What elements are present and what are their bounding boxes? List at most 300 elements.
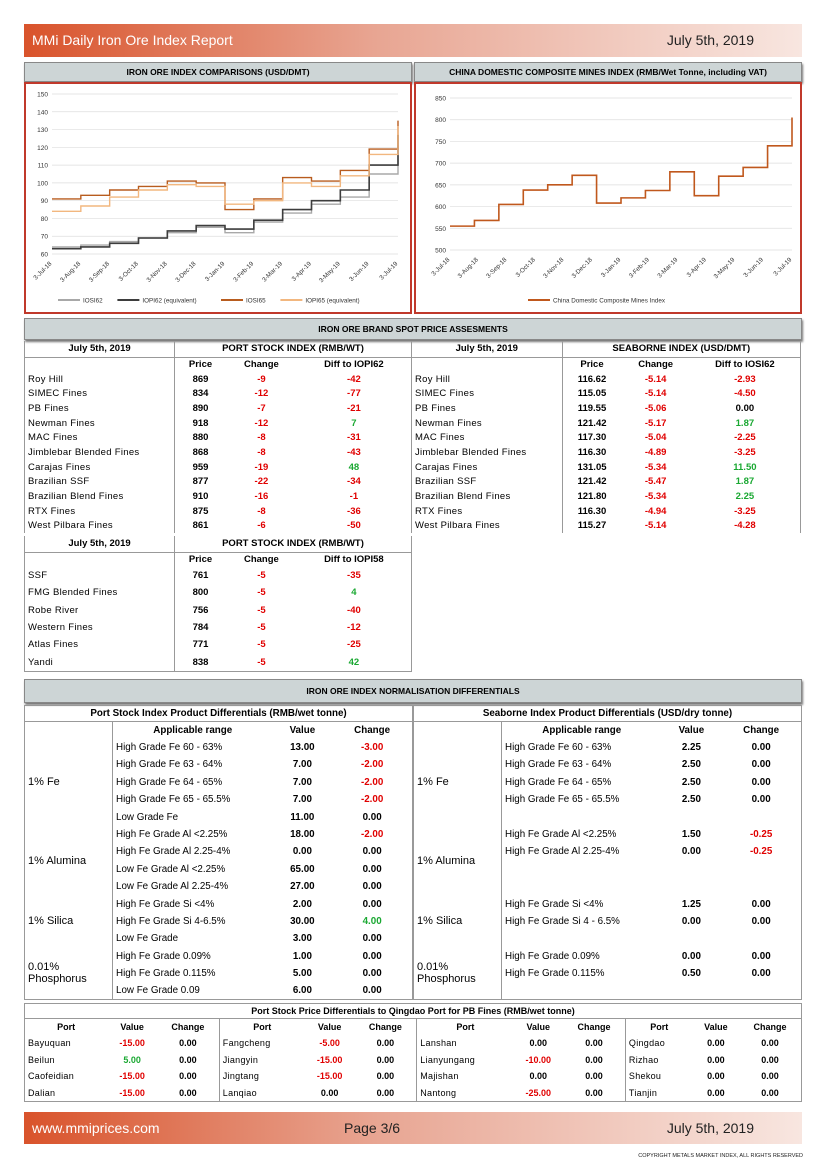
brand-name: Carajas Fines — [412, 460, 562, 475]
brand-name: RTX Fines — [25, 504, 175, 519]
norm-section-title: IRON ORE INDEX NORMALISATION DIFFERENTIALS — [24, 679, 802, 703]
value-cell: -10.00 — [525, 1054, 552, 1065]
chart1-title: IRON ORE INDEX COMPARISONS (USD/DMT) — [24, 62, 412, 82]
x-tick-label: 3-Mar-19 — [261, 260, 285, 284]
price-cell: 834 — [192, 388, 209, 400]
brand-name: West Pilbara Fines — [25, 519, 175, 534]
value-cell: 0.00 — [529, 1071, 548, 1082]
change-cell: 0.00 — [751, 776, 771, 788]
y-tick-label: 120 — [37, 144, 48, 152]
change-cell: -16 — [254, 491, 269, 503]
diff-cell: -25 — [347, 639, 361, 651]
x-tick-label: 3-Jun-19 — [348, 260, 371, 283]
norm-row — [414, 739, 802, 756]
group-label: 1% Alumina — [25, 826, 113, 896]
seaborne-differentials-table — [413, 705, 802, 1000]
y-tick-label: 750 — [435, 138, 446, 146]
table-row — [412, 401, 801, 416]
value-cell: 7.00 — [292, 776, 312, 788]
change-cell: 0.00 — [751, 759, 771, 771]
footer-site-link[interactable]: www.mmiprices.com — [32, 1120, 160, 1136]
x-tick-label: 3-Mar-19 — [656, 256, 680, 280]
page-number: Page 3/6 — [344, 1120, 401, 1136]
change-cell: 4.00 — [362, 915, 382, 927]
value-cell: 30.00 — [290, 915, 315, 927]
column-header: Value — [678, 724, 705, 736]
change-cell: 0.00 — [362, 950, 382, 962]
copyright: COPYRIGHT METALS MARKET INDEX, ALL RIGHTS RESERVED — [638, 1153, 803, 1159]
table-date: July 5th, 2019 — [25, 341, 175, 357]
applicable-range: High Grade Fe 64 - 65% — [505, 776, 612, 788]
change-cell: -5 — [257, 587, 266, 599]
diff-cell: 48 — [348, 461, 360, 473]
value-cell: 11.00 — [290, 811, 315, 823]
group-label: 1% Silica — [414, 895, 502, 947]
applicable-range: High Grade Fe 65 - 65.5% — [505, 794, 620, 806]
brand-name: West Pilbara Fines — [412, 519, 562, 534]
value-cell — [662, 878, 722, 895]
brand-name: Atlas Fines — [25, 636, 175, 653]
diff-cell: -77 — [347, 388, 361, 400]
brand-name: Jimblebar Blended Fines — [412, 445, 562, 460]
value-cell: 18.00 — [290, 829, 315, 841]
diff-cell: -1 — [349, 491, 359, 503]
value-cell: 0.00 — [529, 1038, 548, 1049]
price-cell: 121.42 — [577, 417, 607, 429]
applicable-range: High Fe Grade 0.115% — [505, 968, 605, 980]
applicable-range: High Fe Grade Al 2.25-4% — [116, 846, 231, 858]
chart2-svg — [416, 84, 800, 312]
diff-cell: 1.87 — [735, 417, 755, 429]
change-cell: 0.00 — [751, 968, 771, 980]
applicable-range — [502, 982, 662, 999]
table-title: SEABORNE INDEX (USD/DMT) — [562, 341, 801, 357]
change-cell: 0.00 — [354, 1068, 416, 1085]
column-header: Change — [243, 359, 279, 371]
change-cell — [721, 982, 801, 999]
brand-name: Western Fines — [25, 619, 175, 636]
column-header: Value — [526, 1022, 551, 1032]
change-cell: -5.14 — [644, 373, 667, 385]
port-name: Bayuquan — [28, 1038, 71, 1049]
change-cell: 0.00 — [751, 794, 771, 806]
x-tick-label: 3-Oct-18 — [117, 260, 140, 283]
value-cell: 1.50 — [681, 829, 701, 841]
change-cell: 0.00 — [157, 1035, 219, 1052]
series-line-3 — [52, 126, 398, 211]
column-header: Value — [120, 1022, 144, 1032]
legend-label: IOSI62 — [83, 297, 103, 305]
y-tick-label: 550 — [435, 225, 446, 233]
brand-name: SIMEC Fines — [412, 386, 562, 401]
value-cell — [662, 808, 722, 825]
change-cell: -5.14 — [644, 520, 667, 532]
change-cell: -0.25 — [749, 829, 773, 841]
diff-cell: 2.25 — [735, 491, 755, 503]
table-header-row — [25, 536, 412, 552]
table-date: July 5th, 2019 — [412, 341, 562, 357]
y-tick-label: 650 — [435, 182, 446, 190]
price-cell: 115.27 — [577, 520, 607, 532]
change-cell: -12 — [254, 388, 269, 400]
port-row — [25, 1035, 802, 1052]
change-cell: 0.00 — [751, 742, 771, 754]
brand-name: Jimblebar Blended Fines — [25, 445, 175, 460]
price-cell: 800 — [192, 587, 209, 599]
change-cell: -3.00 — [360, 742, 384, 754]
table-row — [25, 475, 412, 490]
column-header: Port — [456, 1022, 475, 1032]
change-cell: 0.00 — [761, 1038, 779, 1049]
price-cell: 756 — [192, 604, 209, 616]
x-tick-label: 3-Nov-18 — [145, 260, 169, 284]
y-tick-label: 100 — [37, 180, 48, 188]
china-composite-chart — [414, 82, 802, 314]
x-tick-label: 3-Nov-18 — [542, 256, 566, 280]
iron-ore-comparison-chart — [24, 82, 412, 314]
price-cell: 880 — [192, 432, 209, 444]
port-differentials-table — [24, 705, 413, 1000]
applicable-range: High Grade Fe 63 - 64% — [505, 759, 612, 771]
brand-name: SSF — [25, 567, 175, 584]
change-cell: 0.00 — [751, 915, 771, 927]
table-row — [25, 386, 412, 401]
applicable-range: High Fe Grade 0.09% — [505, 950, 600, 962]
table-row — [25, 601, 412, 618]
norm-table-title: Port Stock Index Product Differentials (RMB/wet tonne) — [25, 706, 413, 722]
change-cell: 0.00 — [563, 1068, 625, 1085]
value-cell: -25.00 — [525, 1087, 552, 1098]
change-cell: 0.00 — [751, 950, 771, 962]
legend-label: IOPI65 (equivalent) — [305, 297, 360, 305]
y-tick-label: 90 — [40, 198, 48, 206]
diff-cell: 1.87 — [735, 476, 755, 488]
brand-section-title: IRON ORE BRAND SPOT PRICE ASSESMENTS — [24, 318, 802, 340]
x-tick-label: 3-Jul-18 — [32, 260, 54, 282]
port-name: Lianyungang — [420, 1054, 476, 1065]
change-cell: 0.00 — [157, 1052, 219, 1069]
y-tick-label: 850 — [435, 95, 446, 103]
applicable-range: High Fe Grade 0.115% — [116, 968, 216, 980]
norm-row — [25, 826, 413, 843]
column-header: Change — [354, 1019, 416, 1036]
table-row — [412, 430, 801, 445]
change-cell: -4.89 — [644, 446, 667, 458]
diff-cell: 7 — [351, 417, 357, 429]
brand-name: Newman Fines — [412, 416, 562, 431]
x-tick-label: 3-May-19 — [317, 260, 342, 285]
table-row — [412, 489, 801, 504]
brand-name: MAC Fines — [25, 430, 175, 445]
column-header-row — [412, 357, 801, 372]
brand-name: Yandi — [25, 654, 175, 671]
diff-cell: -4.50 — [734, 388, 756, 400]
port-name: Nantong — [420, 1087, 457, 1098]
value-cell: 0.00 — [681, 915, 701, 927]
table-title: PORT STOCK INDEX (RMB/WT) — [175, 341, 412, 357]
port-name: Dalian — [28, 1087, 56, 1098]
x-tick-label: 3-Jul-19 — [378, 260, 400, 282]
change-cell: -5 — [257, 622, 266, 634]
column-header: Price — [188, 359, 213, 371]
change-cell: -0.25 — [749, 846, 773, 858]
change-cell — [721, 930, 801, 947]
table-row — [25, 430, 412, 445]
price-cell: 910 — [192, 491, 209, 503]
column-header: Diff to IOPI62 — [324, 359, 384, 371]
brand-name: PB Fines — [412, 401, 562, 416]
change-cell: 0.00 — [354, 1035, 416, 1052]
x-tick-label: 3-Jan-19 — [203, 260, 227, 283]
change-cell: 0.00 — [563, 1052, 625, 1069]
y-tick-label: 150 — [37, 91, 48, 99]
port-name: Fangcheng — [222, 1038, 271, 1049]
price-cell: 838 — [192, 656, 209, 668]
x-tick-label: 3-Feb-19 — [232, 260, 256, 284]
diff-cell: 11.50 — [733, 461, 757, 473]
value-cell: 27.00 — [290, 881, 315, 893]
change-cell: -2.00 — [360, 776, 384, 788]
table-row — [25, 636, 412, 653]
value-cell: 7.00 — [292, 794, 312, 806]
applicable-range: High Fe Grade Si 4-6.5% — [116, 915, 226, 927]
qingdao-differentials-table — [24, 1003, 802, 1102]
group-label: 1% Alumina — [414, 826, 502, 896]
y-tick-label: 500 — [435, 247, 446, 255]
change-cell: -7 — [257, 402, 266, 414]
port-row — [25, 1085, 802, 1102]
value-cell: 0.00 — [707, 1071, 725, 1082]
column-header: Change — [743, 724, 780, 736]
change-cell: -8 — [257, 432, 266, 444]
applicable-range: High Fe Grade Al <2.25% — [116, 829, 228, 841]
x-tick-label: 3-Jan-19 — [599, 256, 623, 279]
applicable-range: Low Fe Grade — [116, 933, 179, 945]
change-cell: -5 — [257, 569, 266, 581]
price-cell: 861 — [192, 520, 209, 532]
table-row — [412, 519, 801, 534]
change-cell: -8 — [257, 505, 266, 517]
port-stock-58-table — [24, 536, 412, 672]
value-cell: -15.00 — [119, 1087, 145, 1098]
value-cell: 7.00 — [292, 759, 312, 771]
price-cell: 116.62 — [577, 373, 607, 385]
chart2-title: CHINA DOMESTIC COMPOSITE MINES INDEX (RMB/Wet Tonne, including VAT) — [414, 62, 802, 82]
norm-row — [25, 739, 413, 756]
column-header: Change — [753, 1022, 787, 1032]
price-cell: 875 — [192, 505, 209, 517]
applicable-range — [502, 861, 662, 878]
change-cell: -2.00 — [360, 759, 384, 771]
brand-name: Brazilian Blend Fines — [25, 489, 175, 504]
diff-cell: -34 — [347, 476, 361, 488]
brand-name: FMG Blended Fines — [25, 584, 175, 601]
series-line-0 — [450, 118, 792, 227]
applicable-range: High Fe Grade Si <4% — [505, 898, 604, 910]
diff-cell: -3.25 — [734, 505, 756, 517]
change-cell: -5.04 — [644, 432, 667, 444]
group-label: 1% Fe — [414, 739, 502, 826]
table-header-row — [412, 341, 801, 357]
port-name: Qingdao — [628, 1038, 666, 1049]
change-cell: -6 — [257, 520, 266, 532]
change-cell: 0.00 — [354, 1085, 416, 1102]
y-tick-label: 60 — [40, 251, 48, 259]
change-cell — [721, 808, 801, 825]
value-cell: 6.00 — [292, 985, 312, 997]
value-cell — [662, 861, 722, 878]
column-header: Port — [253, 1022, 272, 1032]
price-cell: 121.80 — [577, 491, 607, 503]
diff-cell: -12 — [347, 622, 361, 634]
column-header: Value — [289, 724, 316, 736]
value-cell: 0.00 — [707, 1054, 725, 1065]
applicable-range — [502, 808, 662, 825]
price-cell: 119.55 — [577, 402, 607, 414]
applicable-range: High Fe Grade Al <2.25% — [505, 829, 617, 841]
brand-name: Roy Hill — [25, 372, 175, 387]
value-cell: 2.25 — [681, 742, 701, 754]
column-header: Value — [317, 1022, 342, 1032]
column-header: Change — [354, 724, 391, 736]
x-tick-label: 3-Dec-18 — [174, 260, 198, 284]
change-cell — [721, 861, 801, 878]
table-row — [25, 619, 412, 636]
table-row — [25, 584, 412, 601]
column-header: Applicable range — [542, 724, 622, 736]
column-header: Change — [243, 554, 279, 566]
change-cell: 0.00 — [362, 968, 382, 980]
value-cell: -15.00 — [119, 1071, 145, 1082]
y-tick-label: 600 — [435, 204, 446, 212]
value-cell: 2.50 — [681, 759, 701, 771]
price-cell: 121.42 — [577, 476, 607, 488]
change-cell: 0.00 — [354, 1052, 416, 1069]
price-cell: 116.30 — [577, 505, 607, 517]
brand-name: Carajas Fines — [25, 460, 175, 475]
norm-row — [414, 895, 802, 912]
diff-cell: -43 — [347, 446, 361, 458]
change-cell: -12 — [254, 417, 269, 429]
value-cell: -5.00 — [319, 1038, 340, 1049]
port-name: Rizhao — [628, 1054, 659, 1065]
change-cell: -5.14 — [644, 388, 667, 400]
table-title: PORT STOCK INDEX (RMB/WT) — [175, 536, 412, 552]
change-cell: -5.17 — [644, 417, 667, 429]
price-cell: 959 — [192, 461, 209, 473]
norm-row — [414, 948, 802, 965]
change-cell: 0.00 — [563, 1035, 625, 1052]
qingdao-title: Port Stock Price Differentials to Qingdao Port for PB Fines (RMB/wet tonne) — [25, 1004, 802, 1019]
norm-table-title: Seaborne Index Product Differentials (USD/dry tonne) — [414, 706, 802, 722]
x-tick-label: 3-Jun-19 — [742, 256, 765, 279]
applicable-range: Low Fe Grade Al 2.25-4% — [116, 881, 229, 893]
brand-name: Newman Fines — [25, 416, 175, 431]
table-row — [25, 504, 412, 519]
brand-name: Robe River — [25, 601, 175, 618]
x-tick-label: 3-Oct-18 — [514, 256, 537, 279]
x-tick-label: 3-Feb-19 — [627, 256, 651, 280]
port-stock-table — [24, 341, 412, 533]
change-cell: -5.34 — [644, 461, 667, 473]
value-cell: 0.50 — [681, 968, 701, 980]
x-tick-label: 3-Dec-18 — [570, 256, 594, 280]
change-cell: -4.94 — [644, 505, 667, 517]
brand-name: Roy Hill — [412, 372, 562, 387]
applicable-range: High Grade Fe 60 - 63% — [116, 742, 223, 754]
change-cell: 0.00 — [563, 1085, 625, 1102]
change-cell: -19 — [254, 461, 269, 473]
brand-name: Brazilian Blend Fines — [412, 489, 562, 504]
table-row — [25, 445, 412, 460]
price-cell: 761 — [192, 569, 209, 581]
column-header: Price — [188, 554, 213, 566]
port-name: Shekou — [628, 1071, 662, 1082]
seaborne-table — [412, 341, 801, 533]
diff-cell: -4.28 — [734, 520, 756, 532]
legend-label: China Domestic Composite Mines Index — [553, 297, 665, 305]
applicable-range: Low Fe Grade Al <2.25% — [116, 863, 226, 875]
change-cell: 0.00 — [362, 846, 382, 858]
column-header: Change — [638, 359, 674, 371]
port-name: Majishan — [420, 1071, 459, 1082]
change-cell: -5 — [257, 656, 266, 668]
value-cell: -15.00 — [316, 1054, 343, 1065]
diff-cell: -35 — [347, 569, 361, 581]
table-row — [412, 460, 801, 475]
change-cell: -9 — [257, 373, 266, 385]
port-name: Lanqiao — [222, 1087, 257, 1098]
diff-cell: 0.00 — [735, 402, 755, 414]
x-tick-label: 3-Jul-18 — [430, 256, 452, 278]
change-cell: -5.34 — [644, 491, 667, 503]
value-cell: 5.00 — [123, 1054, 141, 1065]
value-cell: 3.00 — [292, 933, 312, 945]
applicable-range: High Fe Grade 0.09% — [116, 950, 211, 962]
x-tick-label: 3-Apr-19 — [685, 256, 708, 279]
diff-cell: -36 — [347, 505, 361, 517]
diff-cell: -50 — [347, 520, 361, 532]
column-header: Change — [563, 1019, 625, 1036]
value-cell: -15.00 — [119, 1038, 145, 1049]
value-cell: 5.00 — [292, 968, 312, 980]
port-name: Beilun — [28, 1054, 55, 1065]
y-tick-label: 70 — [40, 233, 48, 241]
table-header-row — [25, 341, 412, 357]
price-cell: 116.30 — [577, 446, 607, 458]
value-cell: 0.00 — [681, 950, 701, 962]
table-row — [25, 654, 412, 671]
price-cell: 918 — [192, 417, 209, 429]
norm-row — [25, 895, 413, 912]
diff-cell: -40 — [347, 604, 361, 616]
column-header: Value — [704, 1022, 728, 1032]
column-header: Change — [157, 1019, 219, 1036]
change-cell: 0.00 — [761, 1071, 779, 1082]
footer-date: July 5th, 2019 — [666, 1120, 754, 1136]
diff-cell: -3.25 — [734, 446, 756, 458]
diff-cell: -21 — [347, 402, 361, 414]
applicable-range: Low Fe Grade 0.09 — [116, 985, 200, 997]
column-header-row — [25, 552, 412, 567]
y-tick-label: 140 — [37, 109, 48, 117]
port-name: Jingtang — [222, 1071, 260, 1082]
value-cell: 0.00 — [292, 846, 312, 858]
table-row — [25, 567, 412, 584]
brand-name: Brazilian SSF — [25, 475, 175, 490]
report-title: MMi Daily Iron Ore Index Report — [32, 32, 233, 48]
table-date: July 5th, 2019 — [25, 536, 175, 552]
